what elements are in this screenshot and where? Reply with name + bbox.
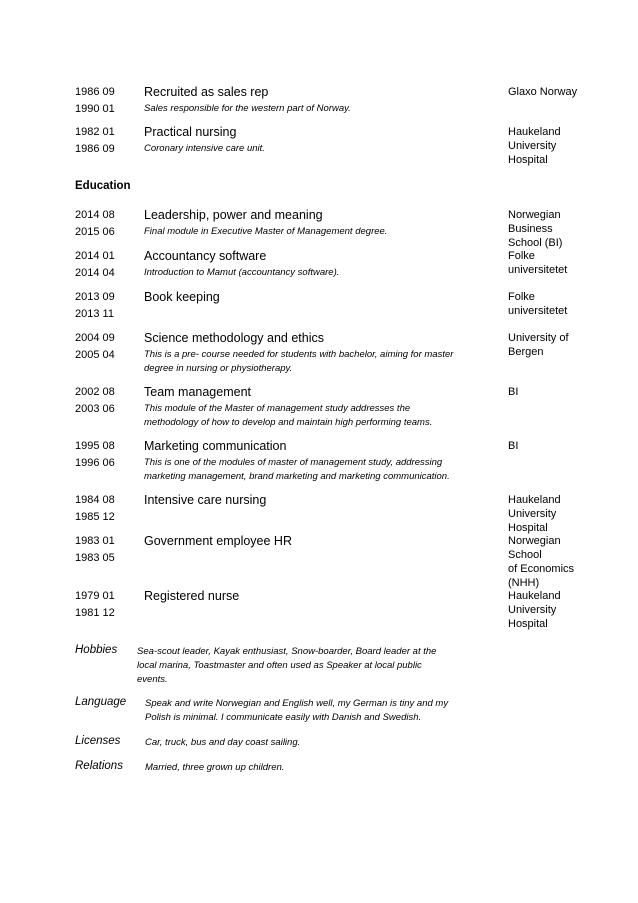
entry-description: This is one of the modules of master of management study, addressing xyxy=(144,457,443,468)
institution: University xyxy=(508,140,557,152)
entry-title: Registered nurse xyxy=(144,589,240,603)
date-end: 1983 05 xyxy=(75,552,115,564)
entry-title: Team management xyxy=(144,385,252,399)
institution: School (BI) xyxy=(508,237,563,249)
entry-description: This module of the Master of management study addresses the xyxy=(144,403,411,414)
date-end: 1985 12 xyxy=(75,511,115,523)
entry-title: Marketing communication xyxy=(144,439,287,453)
date-start: 1982 01 xyxy=(75,126,115,138)
institution: Bergen xyxy=(508,346,544,358)
date-start: 1983 01 xyxy=(75,535,115,547)
institution: Haukeland xyxy=(508,590,561,602)
date-start: 2002 08 xyxy=(75,386,115,398)
entry-description: Introduction to Mamut (accountancy software). xyxy=(144,267,340,278)
date-start: 2014 01 xyxy=(75,250,115,262)
personal-text: Sea-scout leader, Kayak enthusiast, Snow-boarder, Board leader at the xyxy=(137,646,437,657)
institution: School xyxy=(508,549,542,561)
institution: Hospital xyxy=(508,618,548,630)
entry-title: Science methodology and ethics xyxy=(144,331,324,345)
entry-title: Leadership, power and meaning xyxy=(144,208,323,222)
personal-text: events. xyxy=(137,674,168,685)
personal-label: Language xyxy=(75,696,127,708)
entry-description: Sales responsible for the western part of Norway. xyxy=(144,103,351,114)
personal-text: Speak and write Norwegian and English well, my German is tiny and my xyxy=(145,698,449,709)
personal-label: Hobbies xyxy=(75,644,118,656)
date-end: 1981 12 xyxy=(75,607,115,619)
date-end: 2003 06 xyxy=(75,403,115,415)
date-end: 1990 01 xyxy=(75,103,115,115)
institution: universitetet xyxy=(508,305,568,317)
institution: BI xyxy=(508,386,519,398)
entry-title: Government employee HR xyxy=(144,534,292,548)
institution: universitetet xyxy=(508,264,568,276)
entry-description: marketing management, brand marketing and marketing communication. xyxy=(144,471,450,482)
institution: University xyxy=(508,604,557,616)
institution: BI xyxy=(508,440,519,452)
institution: Hospital xyxy=(508,522,548,534)
date-start: 2004 09 xyxy=(75,332,115,344)
institution: of Economics xyxy=(508,563,575,575)
entry-title: Book keeping xyxy=(144,290,220,304)
entry-description: Coronary intensive care unit. xyxy=(144,143,265,154)
date-end: 2015 06 xyxy=(75,226,115,238)
institution: Folke xyxy=(508,250,535,262)
institution: Hospital xyxy=(508,154,548,166)
section-heading-education: Education xyxy=(75,180,131,192)
entry-description: methodology of how to develop and maintain high performing teams. xyxy=(144,417,433,428)
personal-label: Relations xyxy=(75,760,123,772)
personal-text: Married, three grown up children. xyxy=(145,762,285,773)
entry-title: Recruited as sales rep xyxy=(144,85,269,99)
date-start: 1995 08 xyxy=(75,440,115,452)
institution: Norwegian xyxy=(508,209,561,221)
personal-text: local marina, Toastmaster and often used as Speaker at local public xyxy=(137,660,422,671)
institution: (NHH) xyxy=(508,577,540,589)
date-end: 2014 04 xyxy=(75,267,115,279)
institution: Norwegian xyxy=(508,535,561,547)
date-start: 1979 01 xyxy=(75,590,115,602)
institution: Glaxo Norway xyxy=(508,86,578,98)
date-end: 1996 06 xyxy=(75,457,115,469)
entry-description: Final module in Executive Master of Management degree. xyxy=(144,226,388,237)
date-end: 2005 04 xyxy=(75,349,115,361)
personal-label: Licenses xyxy=(75,735,121,747)
entry-title: Intensive care nursing xyxy=(144,493,267,507)
institution: University xyxy=(508,508,557,520)
date-start: 1984 08 xyxy=(75,494,115,506)
institution: University of xyxy=(508,332,569,344)
entry-description: This is a pre- course needed for students with bachelor, aiming for master xyxy=(144,349,454,360)
institution: Haukeland xyxy=(508,494,561,506)
date-end: 2013 11 xyxy=(75,308,114,320)
date-start: 2013 09 xyxy=(75,291,115,303)
entry-title: Accountancy software xyxy=(144,249,267,263)
date-start: 1986 09 xyxy=(75,86,115,98)
date-start: 2014 08 xyxy=(75,209,115,221)
institution: Folke xyxy=(508,291,535,303)
entry-description: degree in nursing or physiotherapy. xyxy=(144,363,293,374)
entry-title: Practical nursing xyxy=(144,125,237,139)
institution: Haukeland xyxy=(508,126,561,138)
personal-text: Car, truck, bus and day coast sailing. xyxy=(145,737,301,748)
date-end: 1986 09 xyxy=(75,143,115,155)
institution: Business xyxy=(508,223,553,235)
personal-text: Polish is minimal. I communicate easily with Danish and Swedish. xyxy=(145,712,422,723)
